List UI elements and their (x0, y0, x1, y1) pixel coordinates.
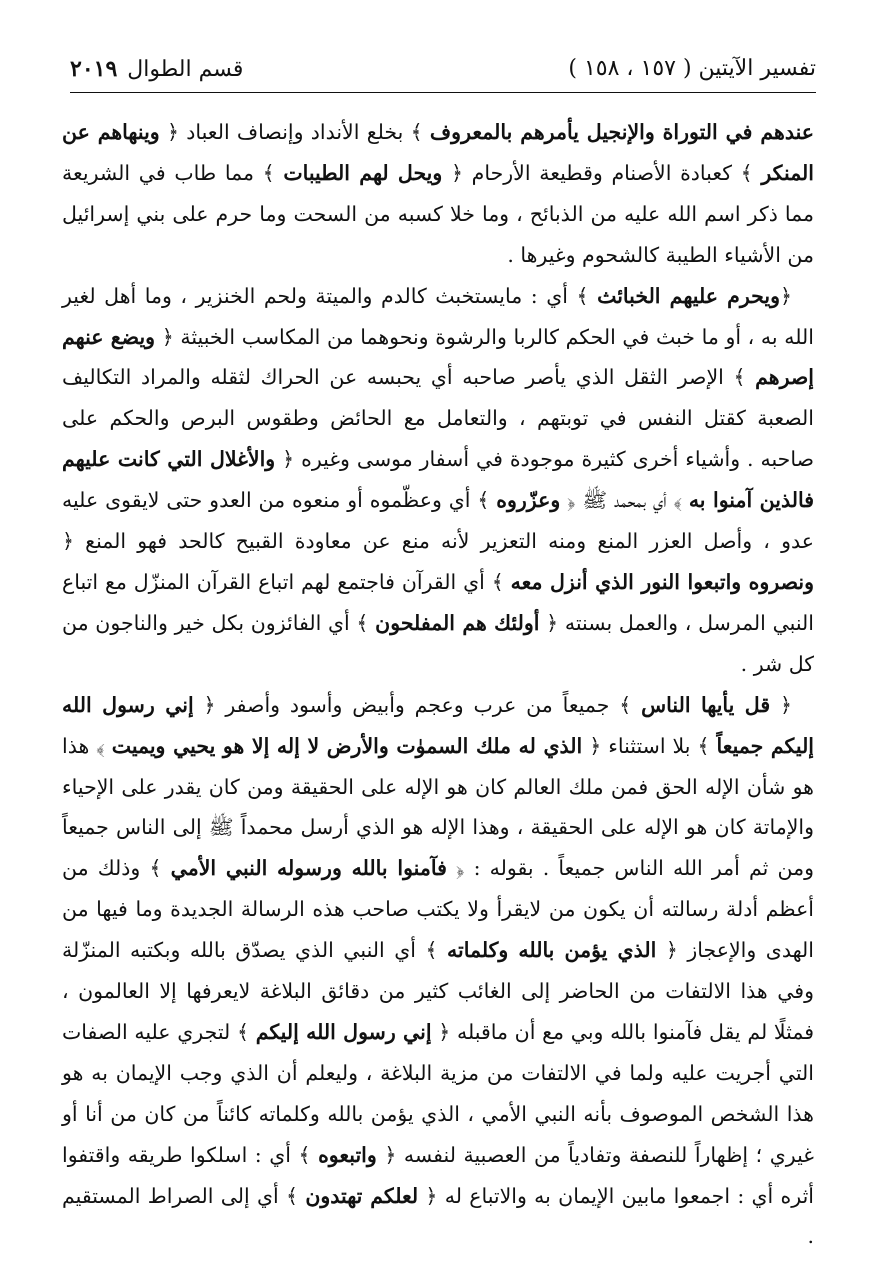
commentary-text: ﴾ أي القرآن فاجتمع لهم اتباع القرآن المنزّل مع اتباع النبي المرسل ، والعمل بسنته ﴿ (62, 569, 814, 635)
commentary-text: ﴾ جميعاً من عرب وعجم وأبيض وأسود وأصفر ﴿ (193, 692, 642, 717)
section-title: تفسير الآيتين ( ١٥٧ ، ١٥٨ ) (568, 56, 816, 81)
commentary-text: ﴾ أي النبي الذي يصدّق بالله وبكتبه المنزّلة وفي هذا الالتفات من الحاضر إلى الغائب كثير من دقائق البلاغة لايعرفها إلا العالمون ، فمثلًا لم يقل فآمنوا بالله وبي مع أن ماقبله ﴿ (62, 938, 815, 1044)
commentary-text: ﴿ (779, 283, 792, 308)
commentary-text: ﴾ هذا هو شأن الإله الحق فمن ملك العالم كان هو الإله على الحقيقة ومن كان يقدر على الإحياء والإماتة كان هو الإله على الحقيقة ، وهذا الإله هو الذي أرسل محمداً ﷺ إلى الناس جميعاً ومن ثم أمر الله الناس جميعاً . بقوله : ﴿ (62, 733, 814, 881)
commentary-text: ﴾ أي وعظّموه أو منعوه من العدو حتى لايقوى عليه عدو ، وأصل العزر المنع ومنه التعزير لأنه منع عن معاودة القبيح كالحد فهو المنع ﴿ (62, 488, 814, 554)
header-left (70, 56, 243, 82)
quran-verse-text: ويحرم عليهم الخبائث (597, 283, 780, 308)
commentary-text: ﴾ أي بمحمد ﷺ ﴿ (560, 488, 689, 513)
page-number: ٢٠١٩ (70, 56, 118, 82)
commentary-text: ﴾ بخلع الأنداد وإنصاف العباد ﴿ (159, 120, 430, 144)
commentary-text: ﴾ أي إلى الصراط المستقيم . (62, 1183, 814, 1249)
quran-verse-text: ويضع عنهم إصرهم (62, 324, 814, 390)
commentary-text: ﴾ وذلك من أعظم أدلة رسالته أن يكون من لايقرأ ولا يكتب صاحب هذه الرسالة الجديدة وما فيها من الهدى والإعجاز ﴿ (62, 856, 814, 963)
body-text (62, 112, 814, 1257)
quran-verse-text: أولئك هم المفلحون (375, 610, 540, 635)
quran-verse-text: لعلكم تهتدون (305, 1183, 419, 1208)
commentary-text: ﴿ (770, 692, 792, 717)
commentary-text: ﴾ الإصر الثقل الذي يأصر صاحبه أي يحبسه عن الحراك لثقله والمراد التكاليف الصعبة كقتل النفس في توبتهم ، والتعامل مع الحائض وطقوس البرص والحكم على صاحبه . وأشياء أخرى كثيرة موجودة في أسفار موسى وغيره ﴿ (62, 365, 814, 472)
paragraph (62, 276, 814, 685)
quran-verse-text: وعزّروه (496, 488, 561, 513)
commentary-text: ﴾ مما طاب في الشريعة مما ذكر اسم الله عليه من الذبائح ، وما خلا كسبه من السحت وما حرم على بني إسرائيل من الأشياء الطيبة كالشحوم وغيرها . (62, 160, 814, 267)
commentary-text: ﴾ بلا استثناء ﴿ (582, 733, 717, 758)
paragraph (62, 112, 814, 276)
running-header (70, 48, 816, 93)
quran-verse-text: عندهم في التوراة والإنجيل يأمرهم بالمعروف (429, 120, 815, 144)
commentary-text: ﴾ أي : مايستخبث كالدم والميتة ولحم الخنزير ، وما أهل لغير الله به ، أو ما خبث في الحكم كالربا والرشوة ونحوهما من المكاسب الخبيثة ﴿ (62, 283, 814, 349)
commentary-text: ﴾ أي الفائزون بكل خير والناجون من كل شر . (62, 610, 814, 676)
quran-verse-text: الذي له ملك السموٰت والأرض لا إله إلا هو يحيي ويميت (111, 733, 583, 758)
commentary-text: ﴾ أي : اسلكوا طريقه واقتفوا أثره أي : اجمعوا مابين الإيمان به والاتباع له ﴿ (62, 1142, 814, 1208)
paragraph (62, 685, 814, 1258)
quran-verse-text: فالذين آمنوا به (688, 488, 815, 513)
commentary-text: ﴾ لتجري عليه الصفات التي أجريت عليه ولما في الالتفات من مزية البلاغة ، وليعلم أن الذي وجب الإيمان به هو هذا الشخص الموصوف بأنه النبي الأمي ، الذي يؤمن بالله وكلماته كائناً من كان من أنا أو غيري ؛ إظهاراً للنصفة وتفادياً من العصبية لنفسه ﴿ (62, 1019, 814, 1167)
quran-verse-text: وينهاهم عن المنكر (62, 120, 814, 185)
quran-verse-text: الذي يؤمن بالله وكلماته (447, 938, 657, 963)
part-title: قسم الطوال (127, 57, 244, 82)
quran-verse-text: إني رسول الله إليكم (255, 1019, 432, 1044)
quran-verse-text: إني رسول الله إليكم جميعاً (62, 692, 815, 758)
quran-verse-text: قل يأيها الناس (641, 692, 771, 717)
quran-verse-text: فآمنوا بالله ورسوله النبي الأمي (170, 856, 447, 881)
quran-verse-text: ويحل لهم الطيبات (283, 160, 443, 185)
quran-verse-text: واتبعوه (318, 1142, 377, 1167)
quran-verse-text: ونصروه واتبعوا النور الذي أنزل معه (510, 569, 815, 594)
commentary-text: ﴾ كعبادة الأصنام وقطيعة الأرحام ﴿ (442, 160, 762, 185)
quran-verse-text: والأغلال التي كانت عليهم (62, 447, 276, 472)
